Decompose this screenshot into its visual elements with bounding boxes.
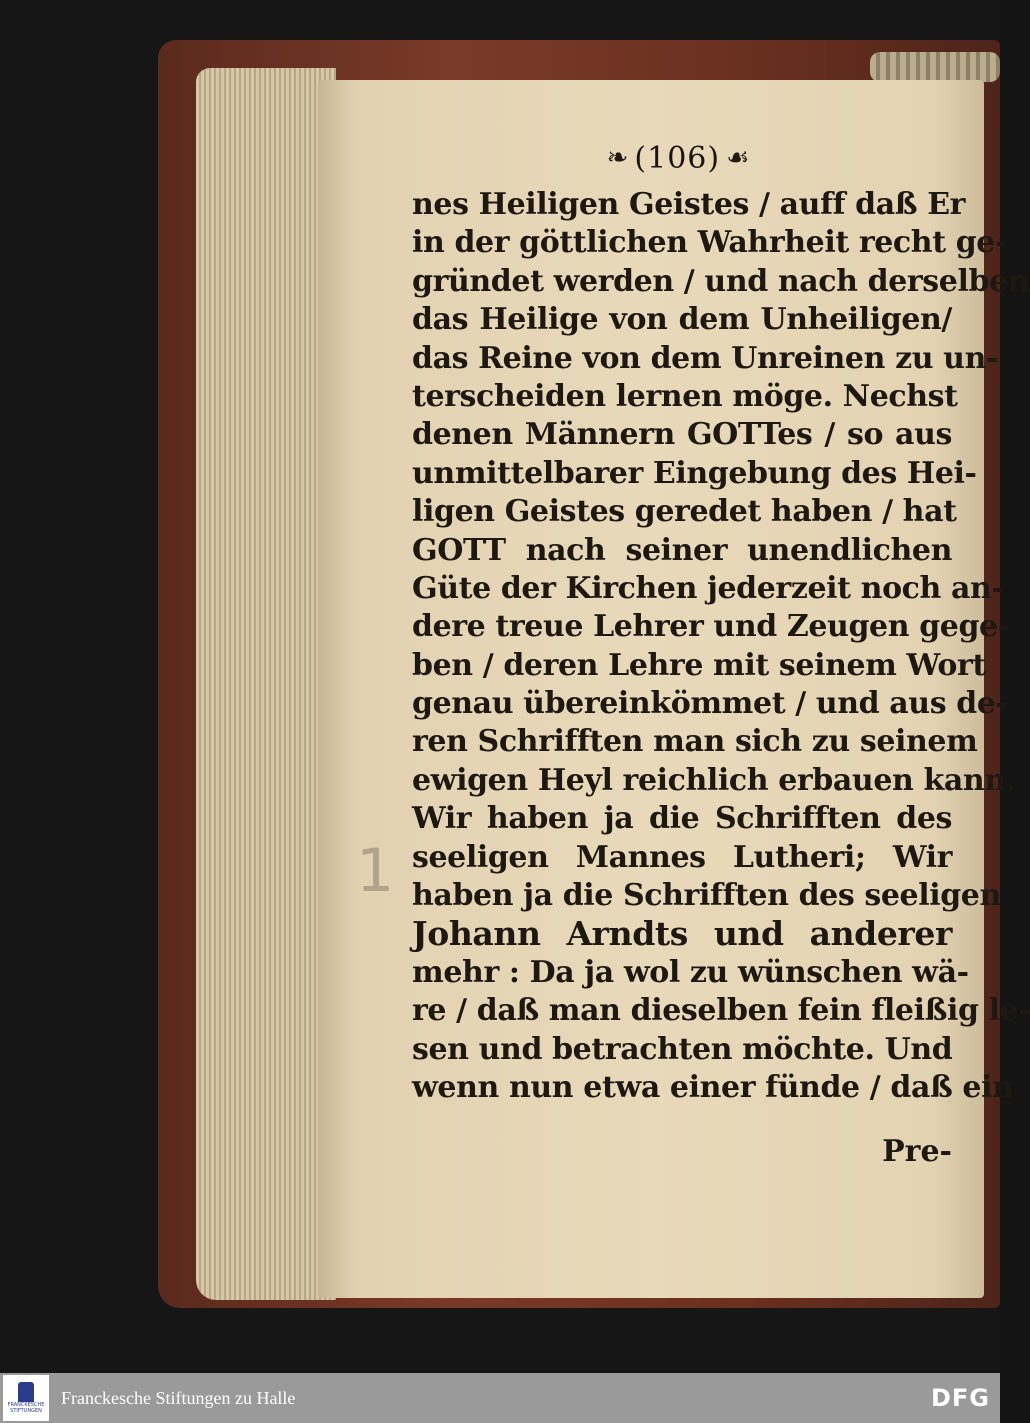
text-line: mehr : Da ja wol zu wünschen wä- [412,954,969,990]
text-line: re / daß man dieselben fein fleißig le- [412,993,1030,1029]
text-line: das Reine von dem Unreinen zu un- [412,340,999,376]
text-line: das Heilige von dem Unheiligen/ [412,302,952,338]
page-text [412,186,1030,1107]
text-line: terscheiden lernen möge. Nechst [412,378,958,414]
headband [870,52,1000,82]
text-line: nes Heiligen Geistes / auff daß Er [412,187,966,222]
viewer-footer [0,1373,1000,1423]
text-line: ren Schrifften man sich zu seinem [412,724,978,760]
logo-text: FRANCKESCHE STIFTUNGEN [7,1402,45,1414]
text-line: gründet werden / und nach derselben [412,263,1030,299]
page-header [566,136,790,180]
text-line: GOTT nach seiner unendlichen [412,532,952,568]
text-line: ligen Geistes geredet haben / hat [412,494,957,530]
ornament-left-icon: ❧ [606,143,629,173]
text-line: in der göttlichen Wahrheit recht ge- [412,225,1008,261]
text-line: ben / deren Lehre mit seinem Wort [412,647,986,683]
text-line: Güte der Kirchen jederzeit noch an- [412,570,1004,606]
text-line: denen Männern GOTTes / so aus [412,417,952,453]
page-number: (106) [634,140,721,176]
text-line: ewigen Heyl reichlich erbauen kann. [412,762,1016,798]
catchword: Pre- [882,1134,952,1169]
pencil-mark: 1 [356,836,395,906]
institution-logo[interactable] [3,1375,49,1421]
ornament-right-icon: ☙ [726,143,750,173]
text-line: sen und betrachten möchte. Und [412,1031,953,1067]
text-line: Johann Arndts und anderer [412,914,952,954]
text-line: seeligen Mannes Lutheri; Wir [412,839,952,875]
text-line: haben ja die Schrifften des seeligen [412,878,1001,914]
institution-name: Franckesche Stiftungen zu Halle [61,1387,296,1408]
text-line: Wir haben ja die Schrifften des [412,801,952,837]
page-edges [196,68,336,1300]
dfg-logo[interactable]: DFG [930,1384,990,1412]
building-icon [18,1382,34,1402]
text-line: dere treue Lehrer und Zeugen gege- [412,609,1010,645]
text-line: unmittelbarer Eingebung des Hei- [412,455,977,491]
text-line: wenn nun etwa einer fünde / daß ein [412,1069,1014,1105]
text-line: genau übereinkömmet / und aus de- [412,686,1008,722]
